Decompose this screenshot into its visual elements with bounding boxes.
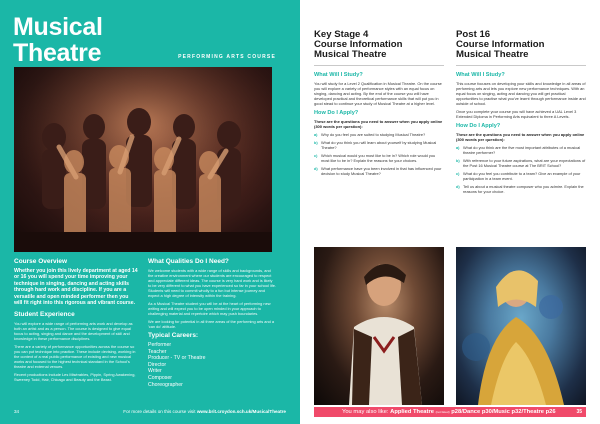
related-courses — [342, 409, 556, 415]
question-letter: b) — [314, 139, 318, 145]
post16-question — [456, 158, 586, 168]
ks4-column — [314, 30, 444, 179]
actor-photo-art — [314, 247, 444, 405]
question-letter: c) — [314, 152, 318, 158]
question-text: What performance have you been involved in that has influenced your decision to study Musical Theatre? — [321, 165, 442, 176]
ks4-apply-intro: These are the questions you need to answer when you apply online (300 words per question): — [314, 118, 443, 129]
course-tag: PERFORMING ARTS COURSE — [178, 54, 276, 60]
right-page — [300, 0, 600, 424]
related-course-applied-theatre[interactable]: Applied Theatre — [390, 409, 434, 415]
course-overview-heading: Course Overview — [14, 258, 68, 265]
title-line-1: Musical — [13, 13, 103, 41]
post16-question — [456, 184, 586, 194]
ks4-question — [314, 153, 444, 163]
post16-study-text: This course focuses on developing your skills and knowledge in all areas of performing arts and lets you explore new performance techniques. With an equal focus on singing, acting and dancing you will get practical opportunities to practise what you've learnt through performance inside and outside of school. — [456, 80, 586, 106]
careers-list — [148, 342, 276, 388]
question-text: Tell us about a musical theatre composer who you admire. Explain the reasons for your choice. — [463, 183, 584, 194]
post16-title-line-2: Course Information — [456, 39, 545, 51]
qualities-p2: As a Musical Theatre student you will be at the heart of performing new writing and will expect you to be open minded in your approach to challenging material and repertoire which may push boundaries. — [148, 301, 271, 316]
ks4-question — [314, 166, 444, 176]
page-title — [13, 14, 103, 66]
title-line-2: Theatre — [13, 39, 102, 67]
ks4-question — [314, 140, 444, 150]
question-text: With reference to your future aspirations, what are your expectations of the Post 16 Musical Theatre course at The BRIT School? — [463, 157, 586, 168]
footer-course-link-text — [123, 409, 286, 414]
student-experience-p2: There are a variety of performance opportunities across the course so you can put technique into practice. These include devising, working in the context of a real public performance of existing and new musical works and focused to the highest technical standard in the School's theatre and external venues. — [14, 344, 136, 370]
student-experience-p3: Recent productions include Les Misérables, Pippin, Spring Awakening, Sweeney Todd, Hair, Chicago and Beauty and the Beast. — [14, 372, 136, 383]
post16-title-line-3: Musical Theatre — [456, 49, 529, 61]
career-item: Producer - TV or Theatre — [148, 355, 206, 362]
question-letter: d) — [456, 183, 460, 189]
question-letter: c) — [456, 170, 460, 176]
divider — [314, 65, 444, 66]
career-item: Choreographer — [148, 381, 183, 388]
performance-photo — [14, 67, 272, 252]
question-text: Why do you feel you are suited to studying Musical Theatre? — [321, 131, 426, 137]
post16-question — [456, 145, 586, 155]
ks4-title-line-3: Musical Theatre — [314, 49, 387, 61]
post16-apply-intro: These are the questions you need to answer when you apply online (300 words per question): — [456, 131, 585, 142]
post16-title-line-1: Post 16 — [456, 29, 491, 40]
related-course-pages[interactable]: p28/Dance p30/Music p32/Theatre p26 — [451, 409, 556, 415]
footer-text: For more details on this course visit — [123, 409, 196, 414]
post16-study-text-2: Once you complete your course you will have achieved a UAL Level 3 Extended Diploma in Performing Arts equivalent to three A Levels. — [456, 108, 577, 119]
actor-photo — [314, 247, 444, 405]
costume-photo-art — [456, 247, 586, 405]
left-column-qualities — [148, 258, 276, 388]
course-overview-lead: Whether you join this lively department at aged 14 or 16 you will spend your time improving your technique in singing, dancing and acting skills through hard work and discipline. If you are a versatile and open minded performer then you will fit right into this rigorous and vibrant course. — [14, 268, 138, 307]
ks4-title-line-1: Key Stage 4 — [314, 29, 369, 40]
career-item: Writer — [148, 368, 162, 375]
related-course-note: (not listed) — [435, 410, 450, 414]
student-experience-p1: You will explore a wide range of performing arts work and develop as both an artist and as a person. The course is designed to give equal focus to acting, singing and dance and the development of skill and knowledge in these performance disciplines. — [14, 321, 133, 342]
question-text: What do you feel you contribute to a team? Give an example of your participation in a team event. — [463, 170, 581, 181]
right-footer-bar — [314, 407, 586, 417]
ks4-question — [314, 132, 444, 137]
related-lead: You may also like: — [342, 409, 389, 415]
question-letter: d) — [314, 165, 318, 171]
question-text: What do you think are the five most important attributes of a musical theatre performer? — [463, 144, 581, 155]
page-number-left: 34 — [14, 409, 20, 414]
career-item: Director — [148, 361, 167, 368]
post16-study-heading: What Will I Study? — [456, 71, 505, 78]
career-item: Composer — [148, 374, 172, 381]
ks4-apply-heading: How Do I Apply? — [314, 109, 359, 116]
post16-column — [456, 30, 586, 197]
left-column-overview — [14, 258, 138, 385]
qualities-p3: We are looking for potential in all three areas of the performing arts and a 'can do' attitude. — [148, 319, 275, 329]
ks4-study-text: You will study for a Level 2 Qualification in Musical Theatre. On the course you will explore a variety of performance styles with an equal focus on singing, dancing and acting. By the end of the course you will have developed practical and theoretical performance skills that will put you in good stead to continue your study of Musical Theatre at a higher level. — [314, 80, 442, 106]
career-item: Performer — [148, 342, 172, 348]
course-url-link[interactable]: www.brit.croydon.sch.uk/MusicalTheatre — [196, 409, 286, 414]
question-letter: a) — [314, 131, 318, 137]
question-text: Which musical would you most like to be in? Which role would you most like to be in? Explain the reasons for your choices. — [321, 152, 436, 163]
student-experience-heading: Student Experience — [14, 311, 75, 319]
question-letter: b) — [456, 157, 460, 163]
careers-heading: Typical Careers: — [148, 332, 199, 339]
performance-photo-art — [14, 67, 272, 252]
question-text: What do you think you will learn about yourself by studying Musical Theatre? — [321, 139, 437, 150]
ks4-study-heading: What Will I Study? — [314, 71, 363, 78]
post16-apply-heading: How Do I Apply? — [456, 122, 501, 129]
question-letter: a) — [456, 144, 460, 150]
career-item: Teacher — [148, 348, 167, 355]
divider — [456, 65, 586, 66]
post16-question — [456, 171, 586, 181]
page-number-right: 35 — [576, 409, 582, 415]
costume-photo — [456, 247, 586, 405]
ks4-title-line-2: Course Information — [314, 39, 403, 51]
qualities-heading: What Qualities Do I Need? — [148, 258, 229, 265]
qualities-p1: We welcome students with a wide range of skills and backgrounds, and the creative environment where our students are encouraged to respect and appreciate different ideas. The course is very hard work and is likely to be very different to what you have experienced so far in your school life. Students will need to commit wholly to a fun but intense journey and expect a high degree of intensity within the training. — [148, 268, 276, 298]
